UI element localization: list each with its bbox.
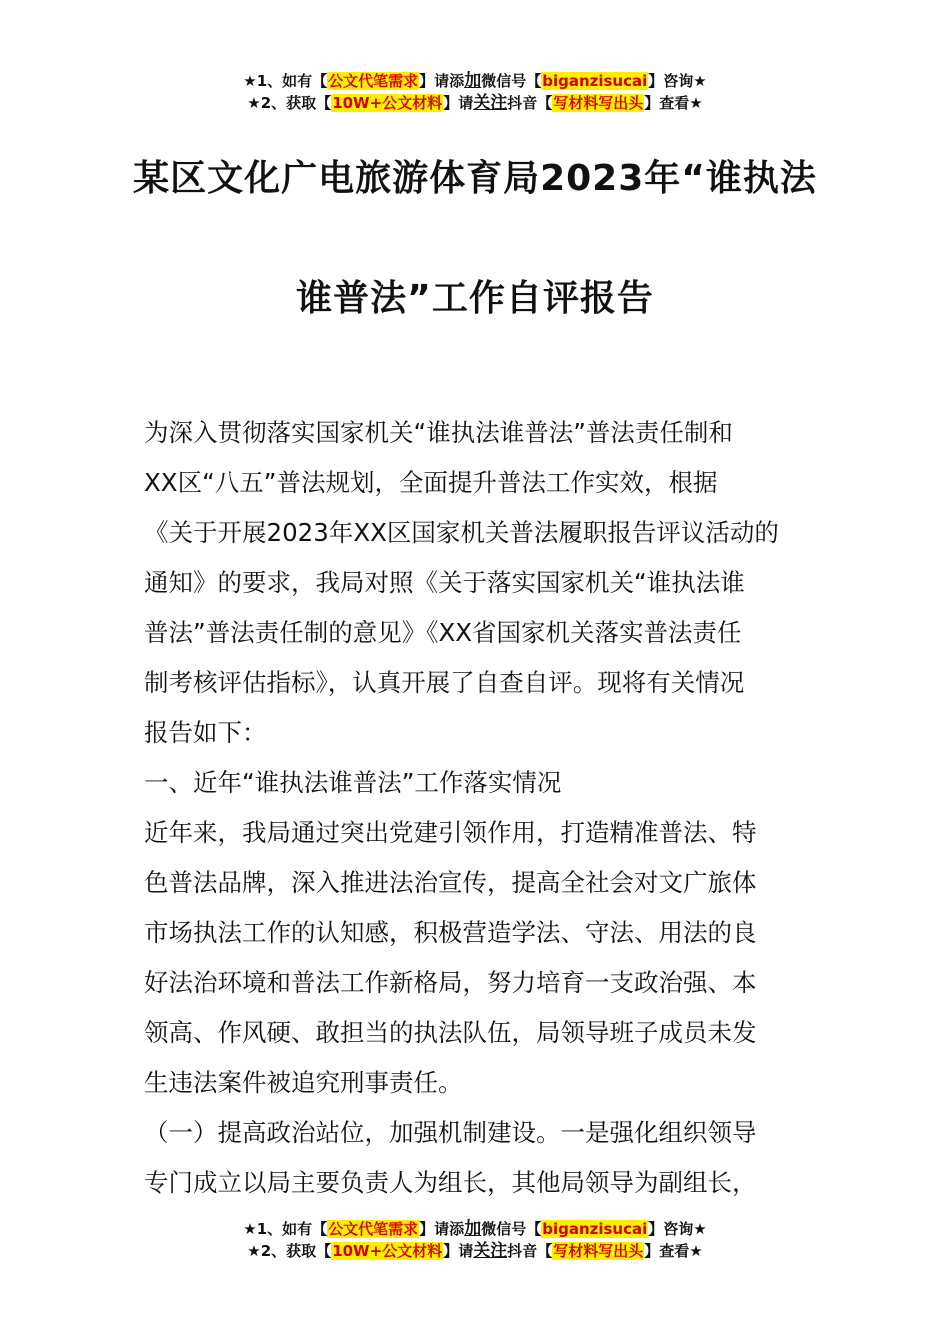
body-line: 《关于开展2023年XX区国家机关普法履职报告评议活动的 [144,518,779,547]
highlight-douyin-id: 写材料写出头 [553,94,644,112]
banner-text: 】咨询★ [648,1220,707,1238]
banner-text: 】咨询★ [648,72,707,90]
highlight-materials: 10W+公文材料 [332,1242,443,1260]
banner-underline: 加 [464,71,482,91]
banner-line-1 [0,70,950,92]
banner-text: 】查看★ [644,1242,703,1260]
banner-underline: 加 [464,1219,482,1239]
body-line: 好法治环境和普法工作新格局，努力培育一支政治强、本 [144,968,757,997]
banner-text: 】请添 [419,72,465,90]
body-line: 领高、作风硬、敢担当的执法队伍，局领导班子成员未发 [144,1018,757,1047]
banner-underline: 关注 [473,1241,508,1261]
body-line: 为深入贯彻落实国家机关“谁执法谁普法”普法责任制和 [144,418,733,447]
document-body [144,408,814,1208]
banner-line-2 [0,92,950,114]
banner-text: 抖音【 [507,94,553,112]
banner-text: 微信号【 [481,1220,542,1238]
section-heading: 一、近年“谁执法谁普法”工作落实情况 [144,768,562,797]
banner-text: ★2、获取【 [247,94,332,112]
banner-text: 】查看★ [644,94,703,112]
body-line: 生违法案件被追究刑事责任。 [144,1068,463,1097]
body-line: 市场执法工作的认知感，积极营造学法、守法、用法的良 [144,918,757,947]
body-line: 普法”普法责任制的意见》《XX省国家机关落实普法责任 [144,618,742,647]
banner-text: ★1、如有【 [243,72,328,90]
banner-text: 】请 [443,94,474,112]
footer-banner [0,1218,950,1262]
body-line: （一）提高政治站位，加强机制建设。一是强化组织领导 [144,1118,757,1147]
body-line: 专门成立以局主要负责人为组长，其他局领导为副组长， [144,1168,757,1197]
highlight-wechat-id: biganzisucai [542,72,648,90]
document-title-line-2: 谁普法”工作自评报告 [296,278,654,319]
document-title-line-1: 某区文化广电旅游体育局2023年“谁执法 [133,158,817,199]
body-line: 色普法品牌，深入推进法治宣传，提高全社会对文广旅体 [144,868,757,897]
banner-text: 】请添 [419,1220,465,1238]
banner-text: 抖音【 [507,1242,553,1260]
banner-line-2 [0,1240,950,1262]
body-line: 报告如下： [144,718,267,747]
highlight-materials: 10W+公文材料 [332,94,443,112]
highlight-douyin-id: 写材料写出头 [553,1242,644,1260]
banner-text: 】请 [443,1242,474,1260]
highlight-wechat-id: biganzisucai [542,1220,648,1238]
body-line: 制考核评估指标》，认真开展了自查自评。现将有关情况 [144,668,745,697]
body-line: XX区“八五”普法规划，全面提升普法工作实效，根据 [144,468,718,497]
banner-text: ★2、获取【 [247,1242,332,1260]
banner-line-1 [0,1218,950,1240]
header-banner [0,70,950,114]
banner-underline: 关注 [473,93,508,113]
body-line: 近年来，我局通过突出党建引领作用，打造精准普法、特 [144,818,757,847]
body-line: 通知》的要求，我局对照《关于落实国家机关“谁执法谁 [144,568,745,597]
banner-text: 微信号【 [481,72,542,90]
highlight-ghostwriting: 公文代笔需求 [328,1220,419,1238]
highlight-ghostwriting: 公文代笔需求 [328,72,419,90]
banner-text: ★1、如有【 [243,1220,328,1238]
